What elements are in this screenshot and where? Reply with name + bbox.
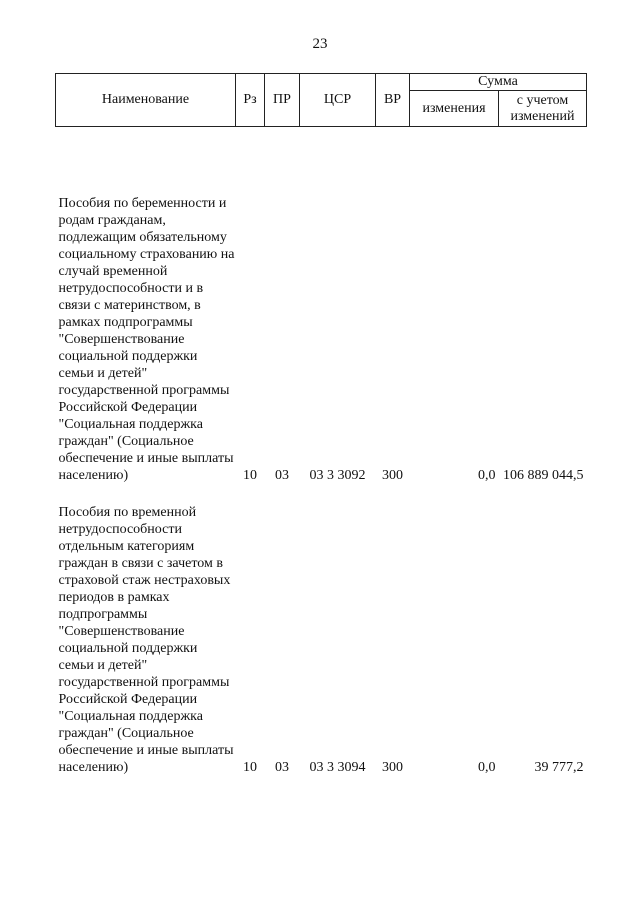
row-rz: 10	[243, 468, 257, 483]
row-change: 0,0	[478, 760, 496, 775]
row-with-change: 39 777,2	[534, 760, 584, 775]
page-number: 23	[312, 36, 328, 52]
table-header	[56, 74, 587, 127]
header-pr: ПР	[265, 74, 300, 127]
header-with-change: с учетом изменений	[499, 91, 587, 127]
row-pr: 03	[275, 760, 289, 775]
row-csr: 03 3 3094	[309, 760, 366, 775]
row-name: Пособия по временной нетрудоспособности отдельным категориям граждан в связи с зачетом в страховой стаж нестраховых периодов в рамках подпрограммы "Совершенствование социальной поддержки семьи и детей" государственной программы Российской Федерации "Социальная поддержка граждан" (Социальное обеспечение и иные выплаты населению)	[58, 505, 234, 775]
header-change: изменения	[410, 91, 499, 127]
header-sum: Сумма	[410, 74, 587, 91]
budget-table	[55, 73, 587, 776]
row-csr: 03 3 3092	[309, 468, 366, 483]
row-name: Пособия по беременности и родам гражданам, подлежащим обязательному социальному страхованию на случай временной нетрудоспособности и в связи с материнством, в рамках подпрограммы "Совершенствование социальной поддержки семьи и детей" государственной программы Российской Федерации "Социальная поддержка граждан" (Социальное обеспечение и иные выплаты населению)	[58, 196, 235, 483]
table-row	[56, 195, 587, 484]
row-vr: 300	[382, 468, 403, 483]
row-pr: 03	[275, 468, 289, 483]
header-csr: ЦСР	[300, 74, 376, 127]
row-vr: 300	[382, 760, 403, 775]
header-name: Наименование	[56, 74, 236, 127]
header-vr: ВР	[376, 74, 410, 127]
row-change: 0,0	[478, 468, 496, 483]
table-row	[56, 504, 587, 776]
row-with-change: 106 889 044,5	[503, 468, 584, 483]
header-rz: Рз	[236, 74, 265, 127]
row-rz: 10	[243, 760, 257, 775]
